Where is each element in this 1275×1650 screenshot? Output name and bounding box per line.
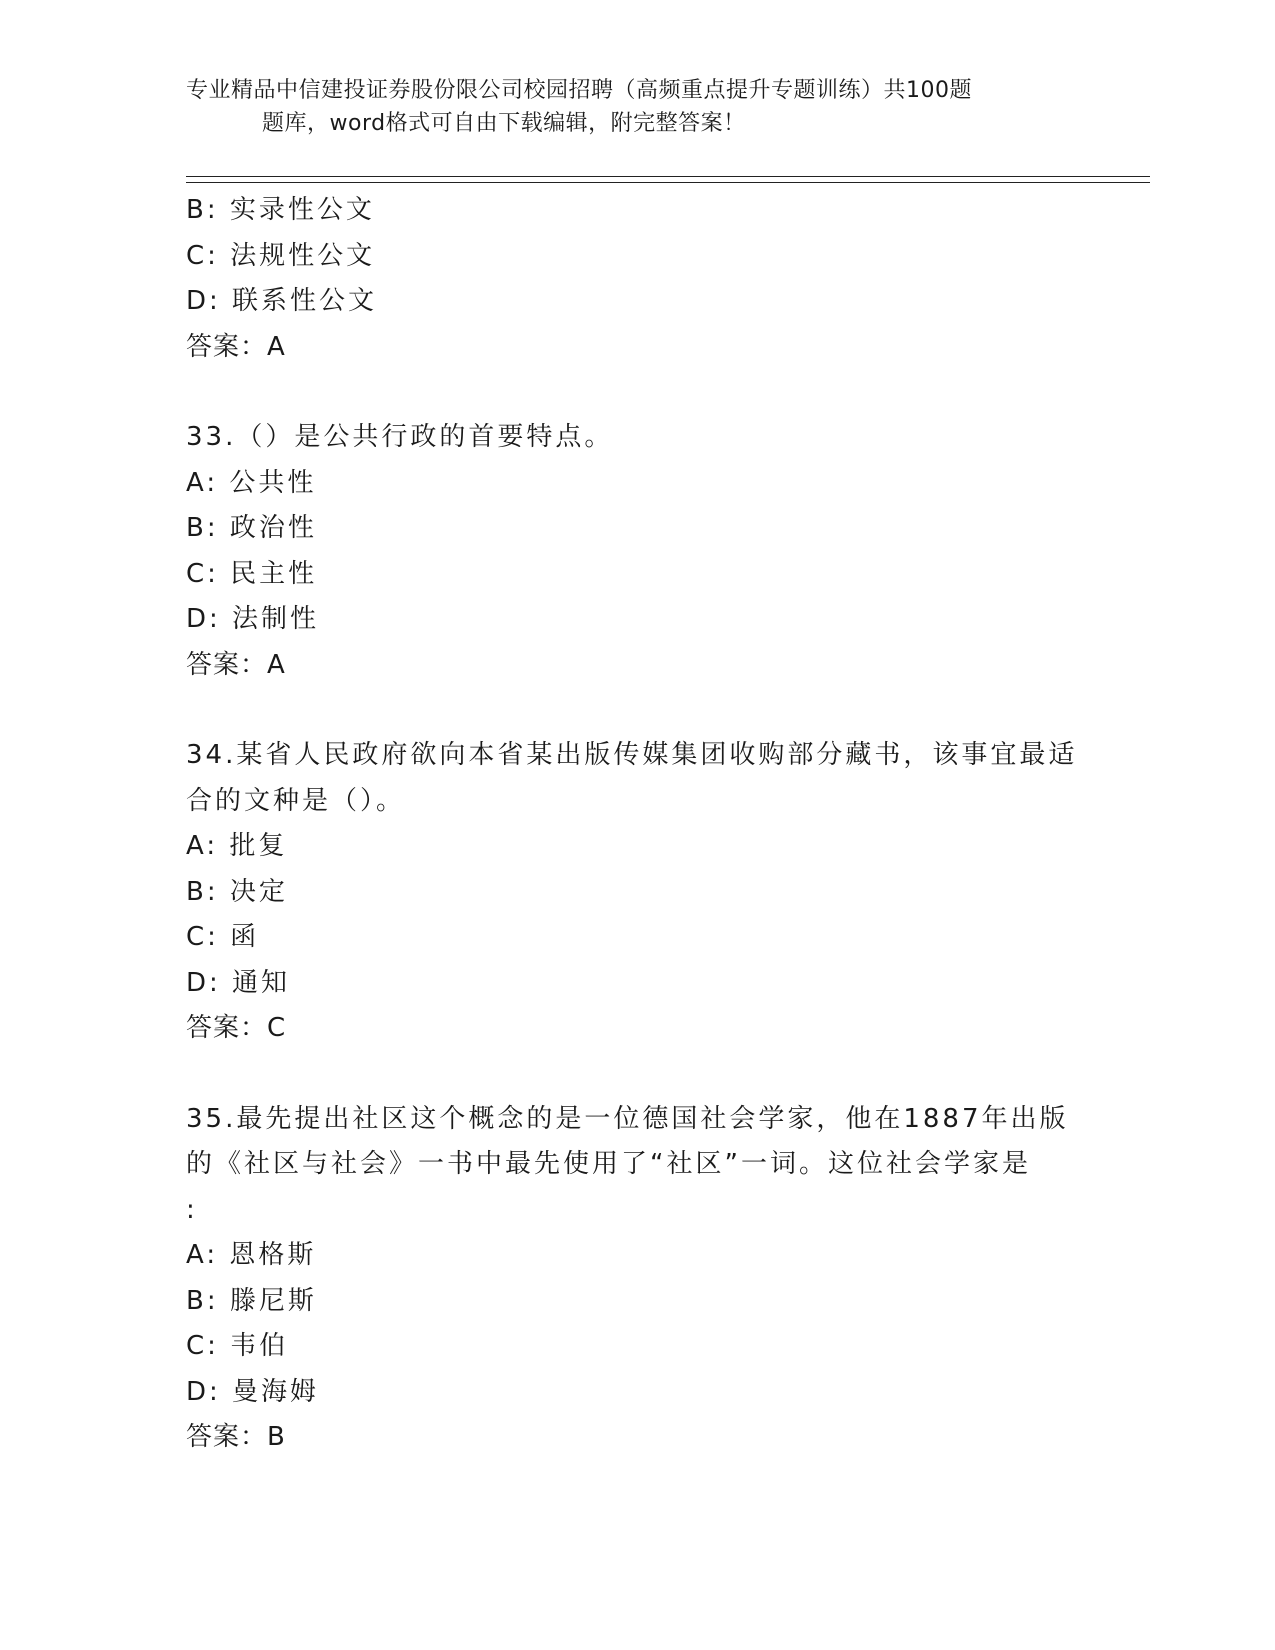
option-b: B: 滕尼斯 xyxy=(186,1285,317,1316)
question-stem-line-1: 34.某省人民政府欲向本省某出版传媒集团收购部分藏书，该事宜最适 xyxy=(186,740,1078,770)
option-d: D: 通知 xyxy=(186,967,291,998)
option-d: D: 法制性 xyxy=(186,604,320,634)
answer-line: 答案：B xyxy=(186,1422,286,1452)
question-stem-line-2: 合的文种是（）。 xyxy=(186,785,406,816)
question-stem-line-3: : xyxy=(186,1194,198,1225)
answer-line: 答案：A xyxy=(186,649,286,680)
question-stem xyxy=(186,1097,1086,1234)
header-title-line-2: 题库，word格式可自由下载编辑，附完整答案！ xyxy=(262,111,746,136)
option-c: C: 民主性 xyxy=(186,558,318,589)
question-stem-line-1: 35.最先提出社区这个概念的是一位德国社会学家，他在1887年出版 xyxy=(186,1103,1069,1134)
question-spacer xyxy=(186,688,1086,733)
option-c: C: 法规性公文 xyxy=(186,240,376,271)
header-rule-bottom xyxy=(186,182,1150,183)
option-a: A: 批复 xyxy=(186,831,288,861)
question-32-tail xyxy=(186,188,1086,370)
option-a: A: 恩格斯 xyxy=(186,1240,317,1270)
option-c: C: 韦伯 xyxy=(186,1331,289,1361)
question-spacer xyxy=(186,370,1086,415)
option-d: D: 联系性公文 xyxy=(186,286,378,316)
option-b: B: 政治性 xyxy=(186,513,317,543)
question-stem-line-2: 的《社区与社会》一书中最先使用了“社区”一词。这位社会学家是 xyxy=(186,1149,1031,1179)
header-title-line-1: 专业精品中信建投证券股份限公司校园招聘（高频重点提升专题训练）共100题 xyxy=(186,78,972,103)
question-34 xyxy=(186,733,1086,1052)
option-b: B: 实录性公文 xyxy=(186,195,375,225)
option-b: B: 决定 xyxy=(186,876,288,907)
question-35 xyxy=(186,1097,1086,1461)
option-c: C: 函 xyxy=(186,922,260,952)
option-d: D: 曼海姆 xyxy=(186,1376,320,1407)
question-33 xyxy=(186,415,1086,688)
document-header xyxy=(186,74,1066,140)
answer-line: 答案：A xyxy=(186,331,286,362)
question-stem: 33.（）是公共行政的首要特点。 xyxy=(186,422,614,452)
question-stem xyxy=(186,733,1086,824)
answer-line: 答案：C xyxy=(186,1013,287,1043)
question-list xyxy=(186,188,1086,1461)
question-spacer xyxy=(186,1052,1086,1097)
header-rule-top xyxy=(186,176,1150,177)
option-a: A: 公共性 xyxy=(186,467,317,498)
